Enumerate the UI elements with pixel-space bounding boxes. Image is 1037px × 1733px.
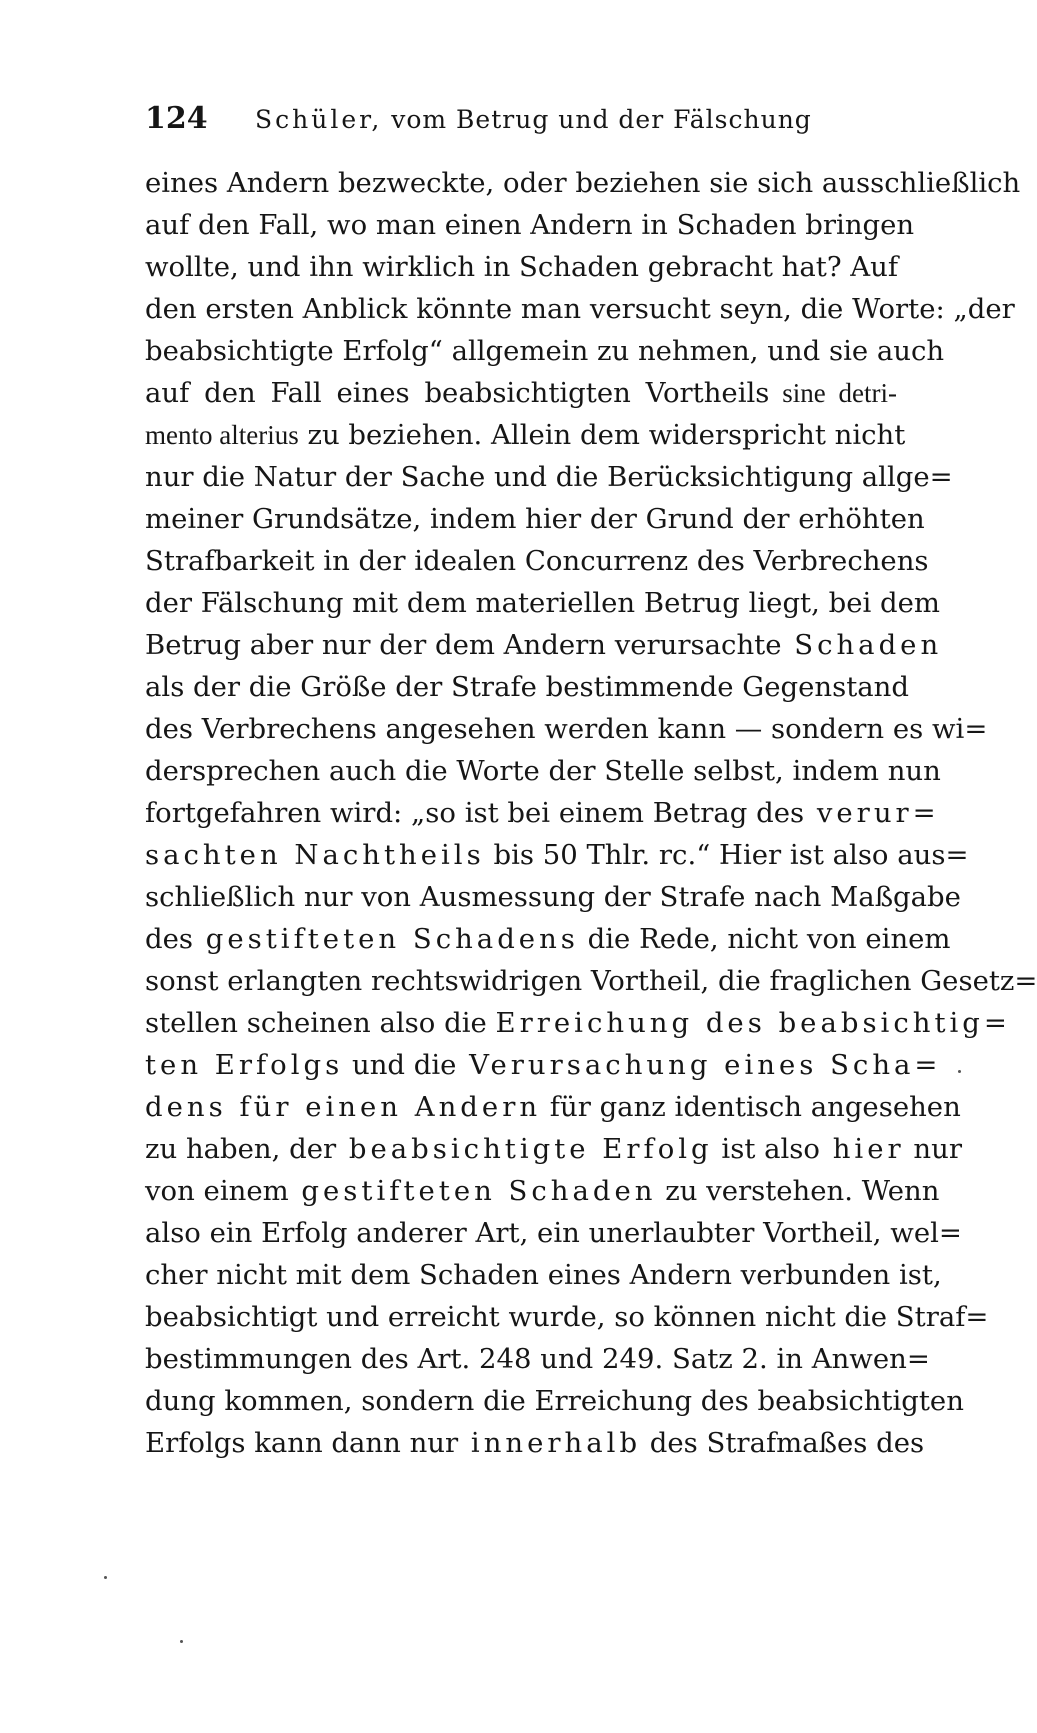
latin-run: sine detri- bbox=[769, 378, 897, 408]
emphasis-run: Andern bbox=[402, 1091, 542, 1123]
emphasis-run: verur= bbox=[804, 797, 940, 829]
text-run: auf den Fall eines beabsichtigten Vortheils bbox=[145, 377, 770, 409]
emphasis-run: Erreichung des beabsichtig= bbox=[495, 1007, 1011, 1039]
text-line: eines Andern bezweckte, oder beziehen sie sich ausschließlich bbox=[145, 167, 1021, 199]
emphasis-run: sachten Nachtheils bbox=[145, 839, 485, 871]
emphasis-run: dens für einen bbox=[145, 1091, 402, 1123]
page-number: 124 bbox=[145, 101, 208, 136]
text-line bbox=[145, 792, 940, 834]
running-title-author: Schüler, bbox=[255, 105, 383, 134]
emphasis-run: gestifteten Schaden bbox=[288, 1175, 657, 1207]
text-run: stellen scheinen also die bbox=[145, 1007, 487, 1039]
text-line: sonst erlangten rechtswidrigen Vortheil, die fraglichen Gesetz= bbox=[145, 965, 1037, 997]
text-line: also ein Erfolg anderer Art, ein unerlaubter Vortheil, wel= bbox=[145, 1217, 962, 1249]
text-line bbox=[145, 1128, 962, 1170]
emphasis-run: gestifteten Schadens bbox=[193, 923, 579, 955]
text-line bbox=[145, 1170, 940, 1212]
emphasis-run: ten Erfolgs bbox=[145, 1049, 344, 1081]
running-title-subject: vom Betrug und der Fälschung bbox=[382, 105, 812, 134]
text-run: Erfolgs kann dann nur bbox=[145, 1427, 459, 1459]
paper-speck bbox=[180, 1640, 183, 1643]
text-run: und die bbox=[343, 1049, 457, 1081]
latin-run: alterius bbox=[212, 420, 299, 450]
text-run: zu verstehen. Wenn bbox=[656, 1175, 940, 1207]
text-run: fortgefahren wird: „so ist bei einem Betrag des bbox=[145, 797, 805, 829]
body-text bbox=[145, 162, 1037, 1464]
text-line: auf den Fall, wo man einen Andern in Schaden bringen bbox=[145, 209, 915, 241]
emphasis-run: beabsichtigte Erfolg bbox=[336, 1133, 713, 1165]
text-line: den ersten Anblick könnte man versucht seyn, die Worte: „der bbox=[145, 293, 1015, 325]
text-line bbox=[145, 372, 897, 414]
text-run: zu haben, der bbox=[145, 1133, 337, 1165]
text-line: des Verbrechens angesehen werden kann — sondern es wi= bbox=[145, 713, 988, 745]
text-line bbox=[145, 414, 906, 456]
text-line: der Fälschung mit dem materiellen Betrug liegt, bei dem bbox=[145, 587, 940, 619]
emphasis-run: innerhalb bbox=[458, 1427, 642, 1459]
text-line bbox=[145, 1044, 942, 1086]
text-line: wollte, und ihn wirklich in Schaden gebracht hat? Auf bbox=[145, 251, 899, 283]
text-line: cher nicht mit dem Schaden eines Andern verbunden ist, bbox=[145, 1259, 942, 1291]
text-line: schließlich nur von Ausmessung der Strafe nach Maßgabe bbox=[145, 881, 961, 913]
text-line: bestimmungen des Art. 248 und 249. Satz 2. in Anwen= bbox=[145, 1343, 930, 1375]
emphasis-run: Schaden bbox=[781, 629, 943, 661]
text-run: von einem bbox=[145, 1175, 289, 1207]
text-line: Strafbarkeit in der idealen Concurrenz des Verbrechens bbox=[145, 545, 929, 577]
text-line: dung kommen, sondern die Erreichung des beabsichtigten bbox=[145, 1385, 964, 1417]
text-line: nur die Natur der Sache und die Berücksichtigung allge= bbox=[145, 461, 953, 493]
text-run: ist also bbox=[712, 1133, 820, 1165]
text-line bbox=[145, 1086, 961, 1128]
text-line bbox=[145, 834, 969, 876]
text-run: des bbox=[145, 923, 193, 955]
paper-speck bbox=[104, 1576, 107, 1579]
text-run: des Strafmaßes des bbox=[641, 1427, 925, 1459]
text-line bbox=[145, 918, 951, 960]
text-line bbox=[145, 624, 943, 666]
text-line: dersprechen auch die Worte der Stelle selbst, indem nun bbox=[145, 755, 941, 787]
text-line bbox=[145, 1002, 1011, 1044]
emphasis-run: hier bbox=[819, 1133, 905, 1165]
emphasis-run: Verursachung eines Scha= bbox=[456, 1049, 942, 1081]
text-run: zu beziehen. Allein dem widerspricht nicht bbox=[298, 419, 906, 451]
text-line: meiner Grundsätze, indem hier der Grund der erhöhten bbox=[145, 503, 925, 535]
text-line: beabsichtigt und erreicht wurde, so können nicht die Straf= bbox=[145, 1301, 989, 1333]
paper-speck bbox=[958, 1070, 961, 1073]
text-run: für ganz identisch angesehen bbox=[541, 1091, 961, 1123]
text-line: als der die Größe der Strafe bestimmende Gegenstand bbox=[145, 671, 909, 703]
text-run: nur bbox=[904, 1133, 962, 1165]
text-run: Betrug aber nur der dem Andern verursachte bbox=[145, 629, 782, 661]
latin-run: mento bbox=[145, 420, 213, 450]
text-run: die Rede, nicht von einem bbox=[578, 923, 951, 955]
text-line: beabsichtigte Erfolg“ allgemein zu nehmen, und sie auch bbox=[145, 335, 945, 367]
running-title bbox=[255, 105, 812, 134]
text-run: bis 50 Thlr. rc.“ Hier ist also aus= bbox=[484, 839, 969, 871]
text-line bbox=[145, 1422, 925, 1464]
running-header bbox=[145, 101, 865, 151]
